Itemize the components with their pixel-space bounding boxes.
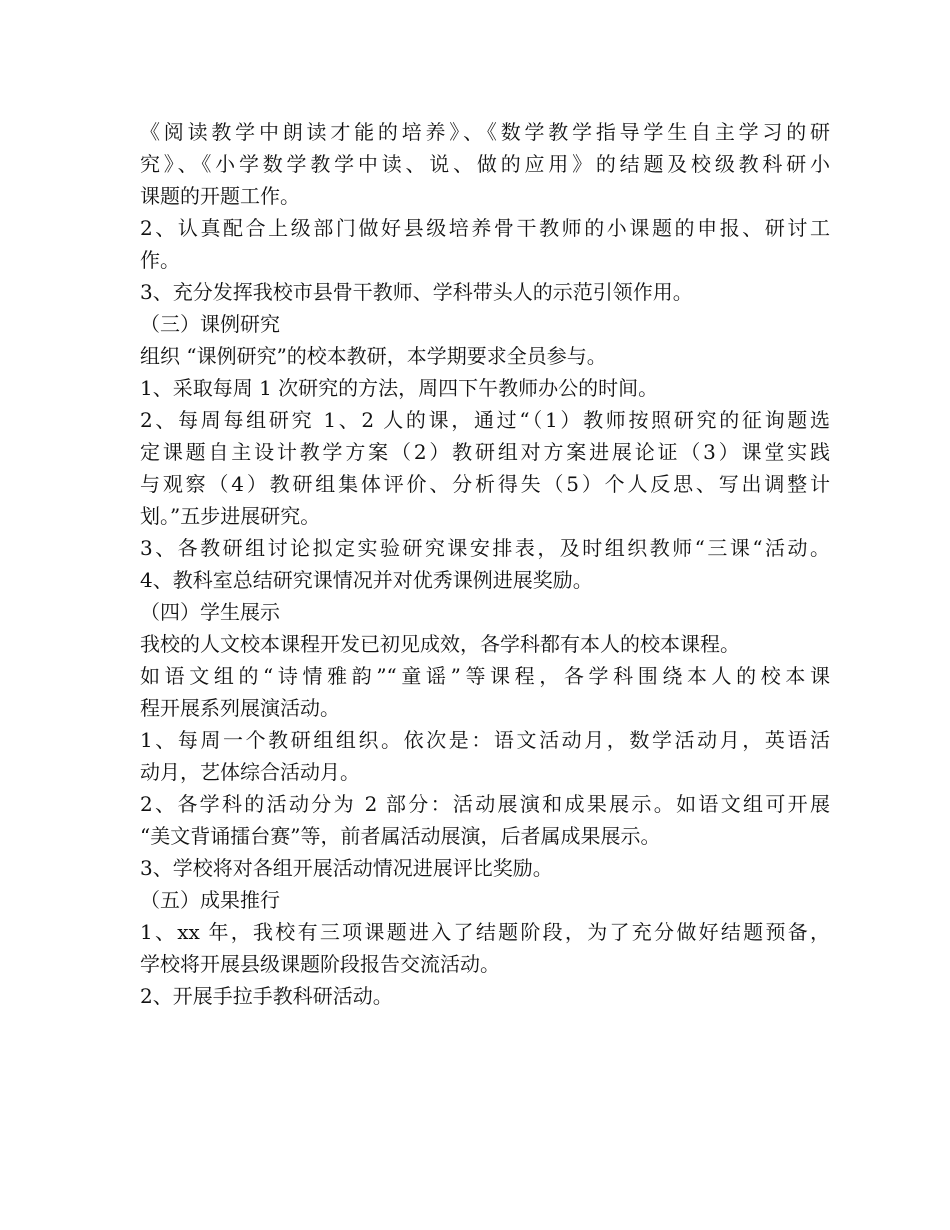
text-line: 课题的开题工作。: [140, 184, 300, 208]
text-line: 3、学校将对各组开展活动情况进展评比奖励。: [140, 856, 553, 880]
text-line: 2、开展手拉手教科研活动。: [140, 984, 393, 1008]
text-line: 如语文组的“诗情雅韵”“童谣”等课程，各学科围绕本人的校本课: [140, 664, 830, 688]
text-line: 1、xx 年，我校有三项课题进入了结题阶段，为了充分做好结题预备，: [140, 920, 830, 944]
text-line: 学校将开展县级课题阶段报告交流活动。: [140, 952, 500, 976]
text-line: 2、各学科的活动分为 2 部分：活动展演和成果展示。如语文组可开展: [140, 792, 830, 816]
text-line: 2、每周每组研究 1、2 人的课，通过“（1）教师按照研究的征询题选: [140, 408, 830, 432]
text-line: 2、认真配合上级部门做好县级培养骨干教师的小课题的申报、研讨工: [140, 216, 830, 240]
text-line: 动月，艺体综合活动月。: [140, 760, 360, 784]
text-line: 1、每周一个教研组组织。依次是：语文活动月，数学活动月，英语活: [140, 728, 830, 752]
text-line: 3、各教研组讨论拟定实验研究课安排表，及时组织教师“三课“活动。: [140, 536, 830, 560]
section-heading: （三）课例研究: [140, 312, 280, 336]
text-line: 1、采取每周 1 次研究的方法，周四下午教师办公的时间。: [140, 376, 659, 400]
document-body: [140, 116, 830, 1012]
text-line: 究》、《小学数学教学中读、说、做的应用》的结题及校级教科研小: [140, 152, 830, 176]
text-line: 程开展系列展演活动。: [140, 696, 340, 720]
text-line: 与观察（4）教研组集体评价、分析得失（5）个人反思、写出调整计: [140, 472, 830, 496]
text-line: 划。”五步进展研究。: [140, 504, 321, 528]
text-line: “美文背诵擂台赛”等，前者属活动展演，后者属成果展示。: [140, 824, 661, 848]
text-line: 作。: [140, 248, 180, 272]
text-line: 我校的人文校本课程开发已初见成效，各学科都有本人的校本课程。: [140, 632, 740, 656]
text-line: 定课题自主设计教学方案（2）教研组对方案进展论证（3）课堂实践: [140, 440, 830, 464]
text-line: 4、教科室总结研究课情况并对优秀课例进展奖励。: [140, 568, 593, 592]
section-heading: （四）学生展示: [140, 600, 280, 624]
text-line: 《阅读教学中朗读才能的培养》、《数学教学指导学生自主学习的研: [140, 120, 830, 144]
text-line: 3、充分发挥我校市县骨干教师、学科带头人的示范引领作用。: [140, 280, 693, 304]
section-heading: （五）成果推行: [140, 888, 280, 912]
text-line: 组织 “课例研究”的校本教研，本学期要求全员参与。: [140, 344, 607, 368]
